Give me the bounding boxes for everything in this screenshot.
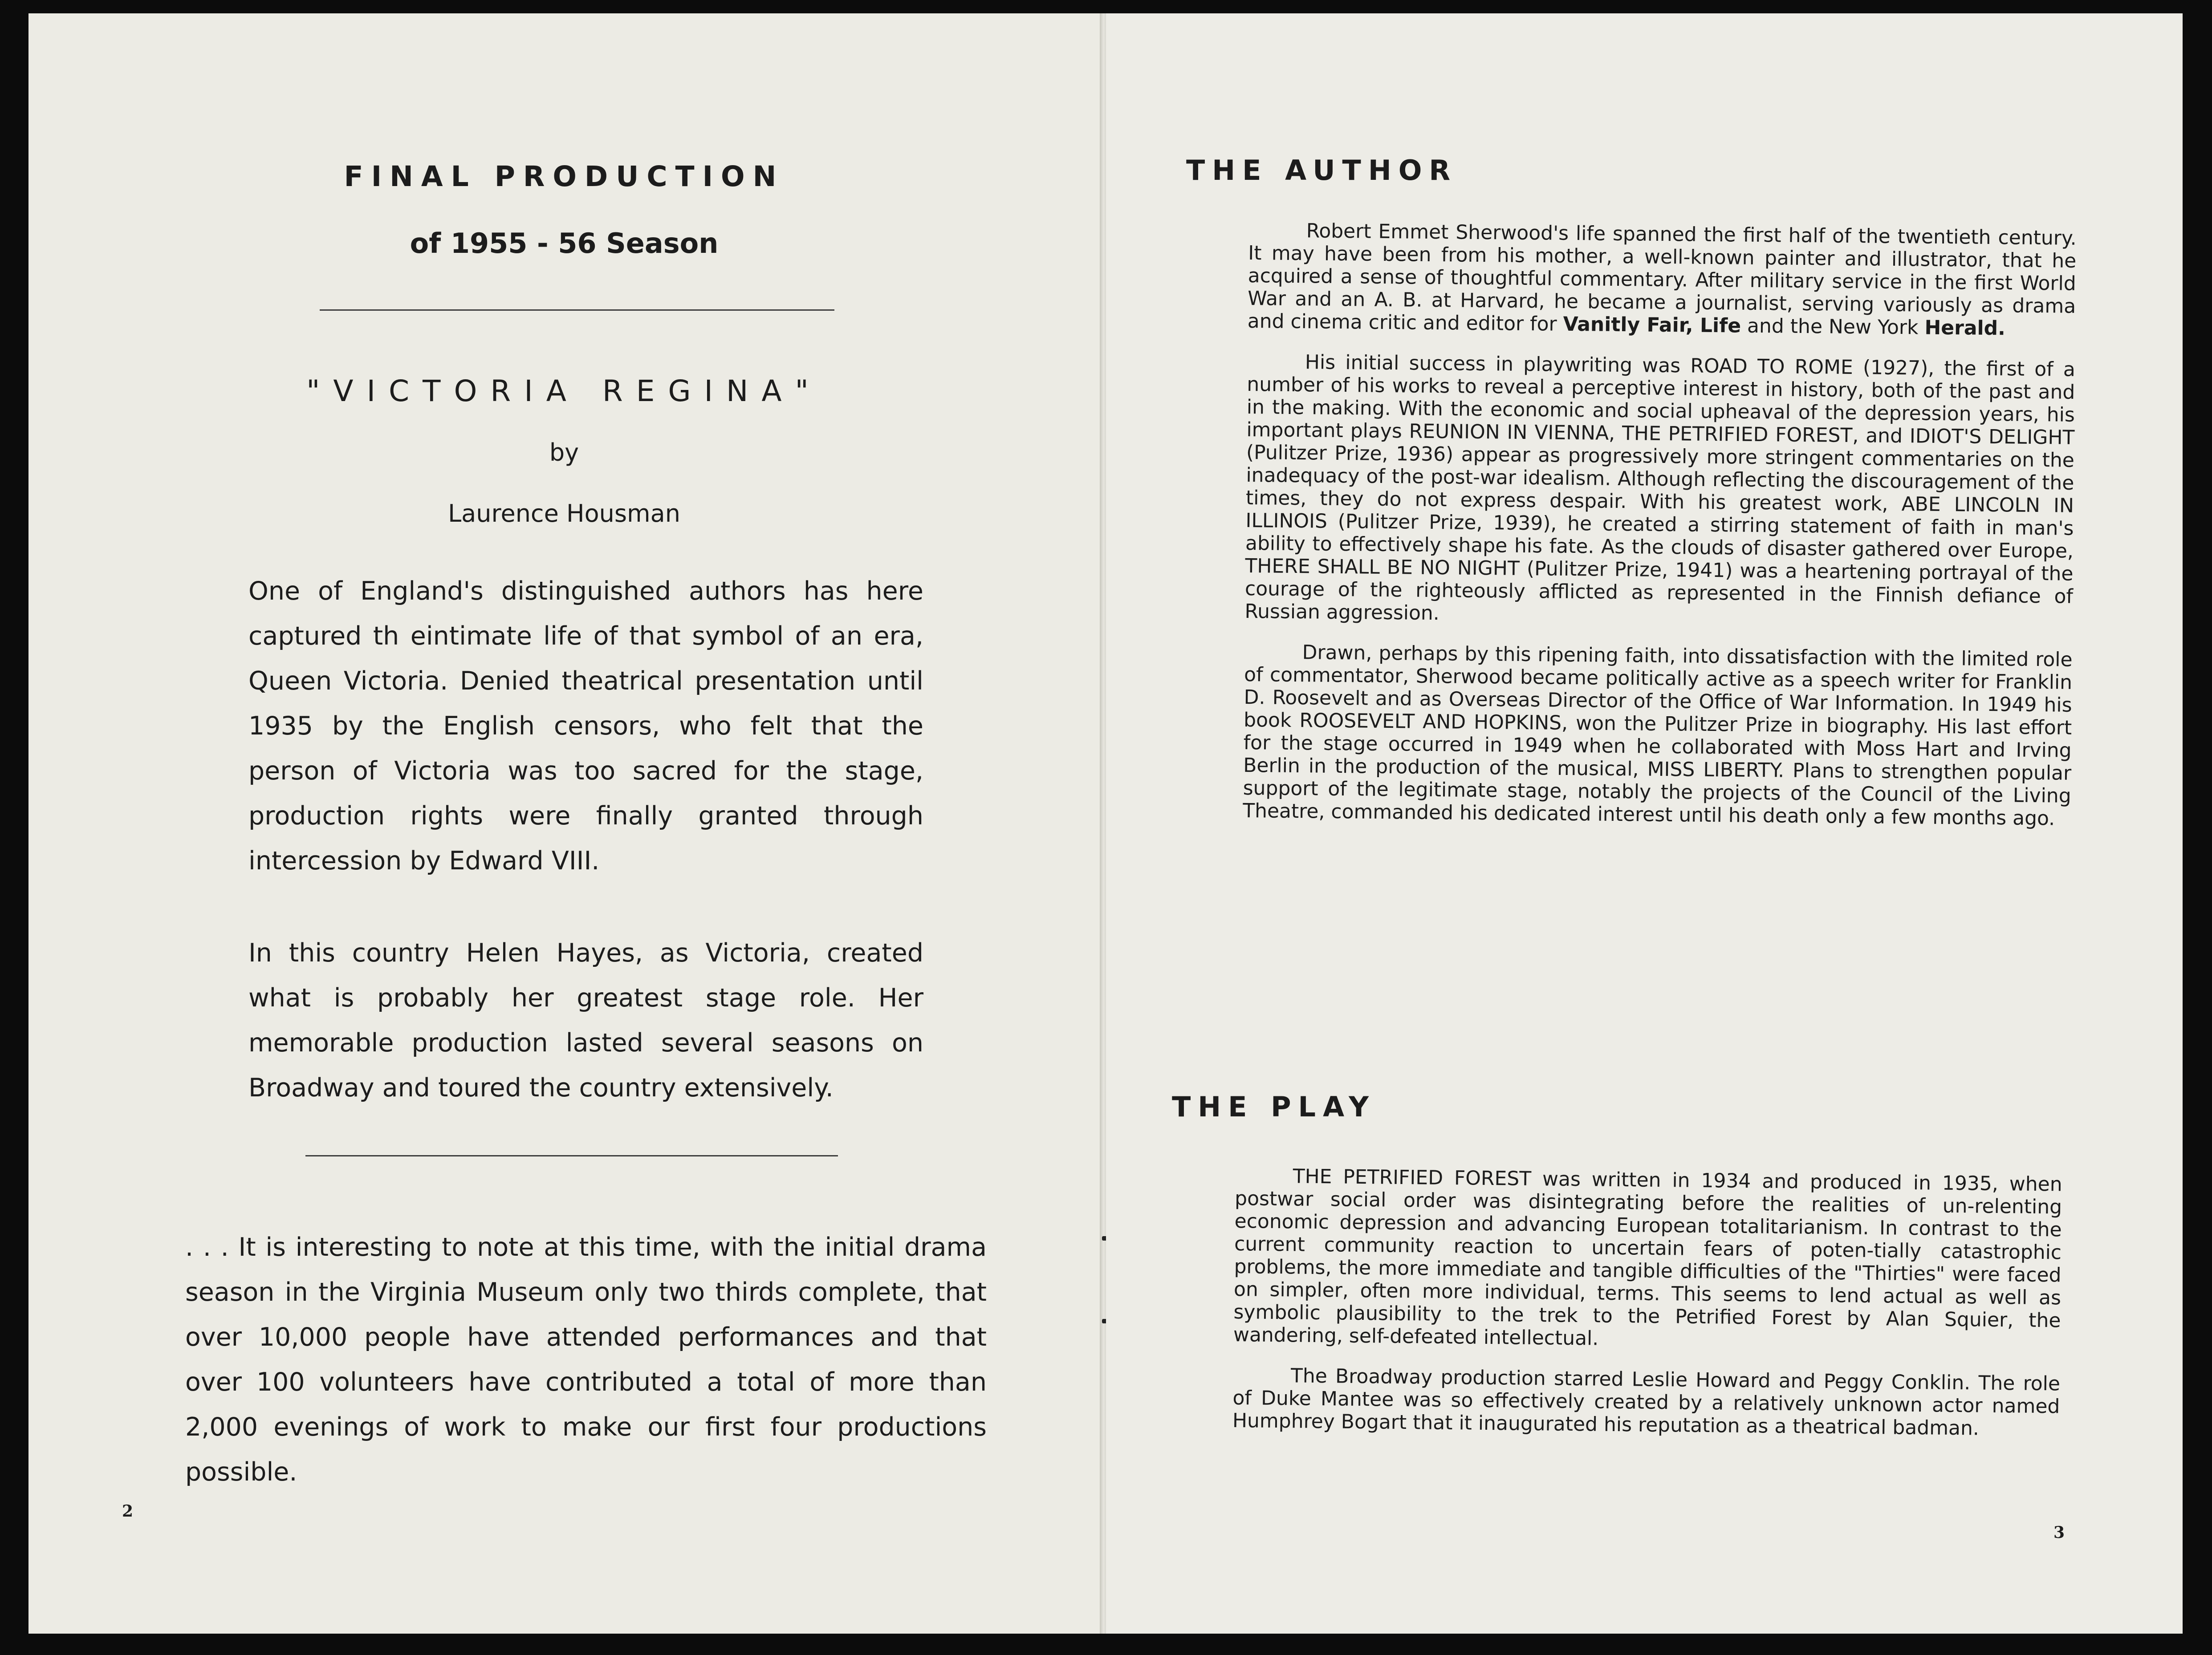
production-heading: FINAL PRODUCTION <box>344 160 785 193</box>
playwright-name: Laurence Housman <box>448 499 680 527</box>
page-number-right: 3 <box>2053 1523 2065 1542</box>
left-page <box>28 13 1100 1634</box>
play-section-heading: THE PLAY <box>1172 1091 1376 1123</box>
intro-paragraph: One of England's distinguished authors has here captured th eintimate life of that symbol of an era, Queen Victoria. Denied theatrical presentation until 1935 by the English censors, who felt that the person of Victoria was too sacred for the stage, production rights were finally granted through intercession by Edward VIII. <box>248 576 923 876</box>
author-paragraph-1: Robert Emmet Sherwood's life spanned the first half of the twentieth century. It may have been from his mother, a well-known painter and illustrator, that he acquired a sense of thoughtful commentary. After military service in the first World War and an A. B. at Harvard, he became a journalist, serving variously as drama and cinema critic and editor for Vanitly Fair, Life and the New York Herald. <box>1247 219 2077 340</box>
page-number-left: 2 <box>122 1502 134 1521</box>
author-section-heading: THE AUTHOR <box>1186 154 1458 187</box>
right-page <box>1106 13 2183 1634</box>
author-section <box>1243 219 2077 848</box>
play-section <box>1232 1164 2062 1458</box>
divider-top <box>320 309 834 311</box>
play-title: "VICTORIA REGINA" <box>306 374 822 408</box>
helen-hayes-paragraph: In this country Helen Hayes, as Victoria, created what is probably her greatest stage role. Her memorable production lasted several seasons on Broadway and toured the country extensively. <box>248 938 923 1103</box>
attendance-note: . . . It is interesting to note at this time, with the initial drama season in the Virginia Museum only two thirds complete, that over 10,000 people have attended performances and that over 100 volunteers have contributed a total of more than 2,000 evenings of work to make our first four productions possible. <box>185 1233 987 1487</box>
divider-bottom <box>305 1155 838 1156</box>
author-paragraph-2: His initial success in playwriting was ROAD TO ROME (1927), the first of a number of his works to reveal a perceptive interest in history, both of the past and in the making. With the economic and social upheaval of the depression years, his important plays REUNION IN VIENNA, THE PETRIFIED FOREST, and IDIOT'S DELIGHT (Pulitzer Prize, 1936) appear as progressively more stringent commentaries on the inadequacy of the post-war idealism. Although reflecting the discouragement of the times, they do not express despair. With his greatest work, ABE LINCOLN IN ILLINOIS (Pulitzer Prize, 1939), he created a stirring statement of faith in man's ability to effectively shape his fate. As the clouds of disaster gathered over Europe, THERE SHALL BE NO NIGHT (Pulitzer Prize, 1941) was a heartening portrayal of the courage of the righteously afflicted as represented in the Finnish defiance of Russian aggression. <box>1244 351 2076 625</box>
play-paragraph-2: The Broadway production starred Leslie Howard and Peggy Conklin. The role of Duke Mantee was so effectively created by a relatively unknown actor named Humphrey Bogart that it inaugurated his reputation as a theatrical badman. <box>1232 1364 2061 1440</box>
author-paragraph-3: Drawn, perhaps by this ripening faith, into dissatisfaction with the limited role of commentator, Sherwood became politically active as a speech writer for Franklin D. Roosevelt and as Overseas Director of the Office of War Information. In 1949 his book ROOSEVELT AND HOPKINS, won the Pulitzer Prize in biography. His last effort for the stage occurred in 1949 when he collaborated with Moss Hart and Irving Berlin in the production of the musical, MISS LIBERTY. Plans to strengthen popular support of the legitimate stage, notably the projects of the Council of the Living Theatre, commanded his dedicated interest until his death only a few months ago. <box>1242 641 2073 830</box>
book-gutter <box>1100 13 1106 1634</box>
season-subheading: of 1955 - 56 Season <box>410 227 719 260</box>
by-line: by <box>549 438 579 466</box>
play-paragraph-1: THE PETRIFIED FOREST was written in 1934 and produced in 1935, when postwar social order was disintegrating before the realities of un-relenting economic depression and advancing European totalitarianism. In contrast to the current community reaction to uncertain fears of poten-tially catastrophic problems, the more immediate and tangible difficulties of the "Thirties" were faced on simpler, often more individual, terms. This seems to lend actual as well as symbolic plausibility to the trek to the Petrified Forest by Alan Squier, the wandering, self-defeated intellectual. <box>1233 1165 2062 1350</box>
